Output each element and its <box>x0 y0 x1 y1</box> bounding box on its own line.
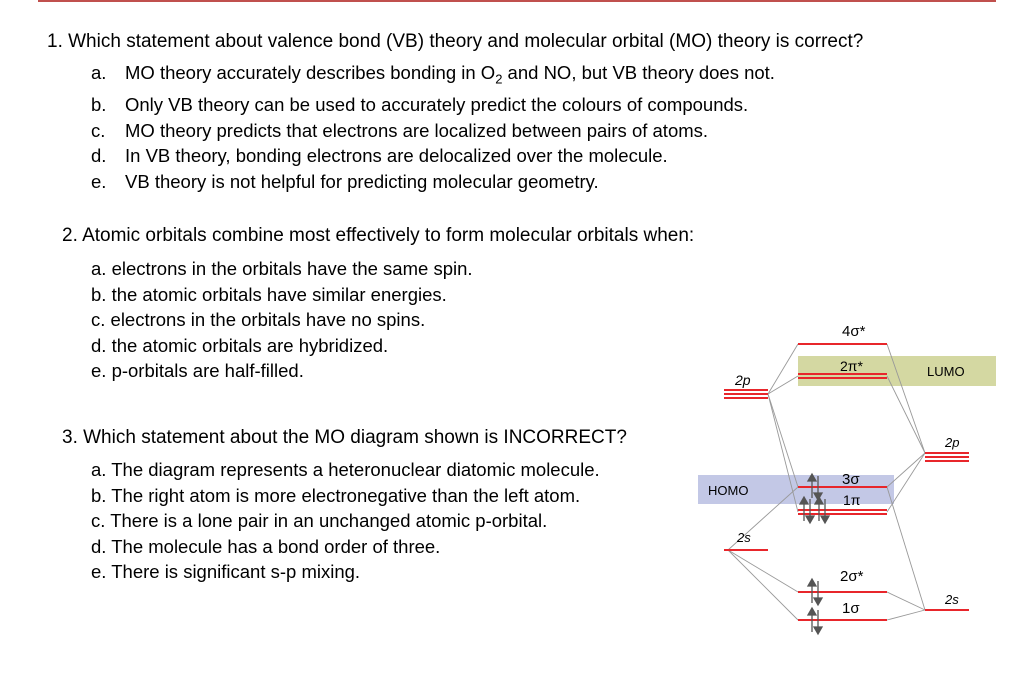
question-1-stem: 1. Which statement about valence bond (VB) theory and molecular orbital (MO) theory is correct? <box>47 31 864 52</box>
label-lumo: LUMO <box>927 364 965 379</box>
q3-option-d[interactable]: d. The molecule has a bond order of three. <box>91 535 441 557</box>
label-1pi: 1π <box>843 492 861 508</box>
corr-line <box>768 376 798 394</box>
q1-option-a-subscript: 2 <box>495 71 503 87</box>
corr-line <box>768 394 798 487</box>
question-3-stem: 3. Which statement about the MO diagram shown is INCORRECT? <box>62 427 627 448</box>
q2-option-a[interactable]: a. electrons in the orbitals have the same spin. <box>91 258 473 279</box>
label-2pi-star: 2π* <box>840 358 863 374</box>
q1-option-a-label: a. <box>91 62 107 83</box>
corr-line <box>728 550 798 620</box>
q1-option-d-text: In VB theory, bonding electrons are delocalized over the molecule. <box>125 145 668 167</box>
question-2-stem: 2. Atomic orbitals combine most effectively to form molecular orbitals when: <box>62 225 695 246</box>
corr-line <box>728 550 798 592</box>
label-left-2s: 2s <box>737 530 751 545</box>
q2-option-e[interactable]: e. p-orbitals are half-filled. <box>91 360 304 381</box>
corr-line <box>887 610 925 620</box>
q1-option-e-label: e. <box>91 170 107 192</box>
q1-option-d-label: d. <box>91 145 107 167</box>
q3-option-a[interactable]: a. The diagram represents a heteronuclear diatomic molecule. <box>91 459 600 480</box>
q3-option-e[interactable]: e. There is significant s-p mixing. <box>91 561 361 582</box>
q1-option-a-text-pre: MO theory accurately describes bonding in O <box>125 62 496 83</box>
label-1sigma: 1σ <box>842 600 860 617</box>
q1-option-b-label: b. <box>91 94 107 116</box>
q3-option-b[interactable]: b. The right atom is more electronegative than the left atom. <box>91 484 581 506</box>
q1-option-b-text: Only VB theory can be used to accurately predict the colours of compounds. <box>125 94 749 116</box>
label-2sigma-star: 2σ* <box>840 568 864 585</box>
corr-line <box>768 344 798 394</box>
label-3sigma: 3σ <box>842 471 860 488</box>
q2-option-d[interactable]: d. the atomic orbitals are hybridized. <box>91 334 389 356</box>
corr-line <box>887 487 925 610</box>
lumo-band <box>798 356 996 386</box>
q1-option-e-text: VB theory is not helpful for predicting molecular geometry. <box>125 170 599 192</box>
label-right-2s: 2s <box>945 592 959 607</box>
q1-option-c-text: MO theory predicts that electrons are localized between pairs of atoms. <box>125 119 709 141</box>
q1-option-a-text-post: and NO, but VB theory does not. <box>502 62 775 83</box>
q3-option-c[interactable]: c. There is a lone pair in an unchanged atomic p-orbital. <box>91 510 548 531</box>
label-homo: HOMO <box>708 483 749 498</box>
corr-line <box>887 376 925 453</box>
corr-line <box>887 592 925 610</box>
label-left-2p: 2p <box>735 372 751 388</box>
q2-option-b[interactable]: b. the atomic orbitals have similar energies. <box>91 283 447 305</box>
q2-option-c[interactable]: c. electrons in the orbitals have no spins. <box>91 309 426 330</box>
label-right-2p: 2p <box>945 435 960 450</box>
label-4sigma-star: 4σ* <box>842 323 866 340</box>
q1-option-c-label: c. <box>91 119 106 141</box>
